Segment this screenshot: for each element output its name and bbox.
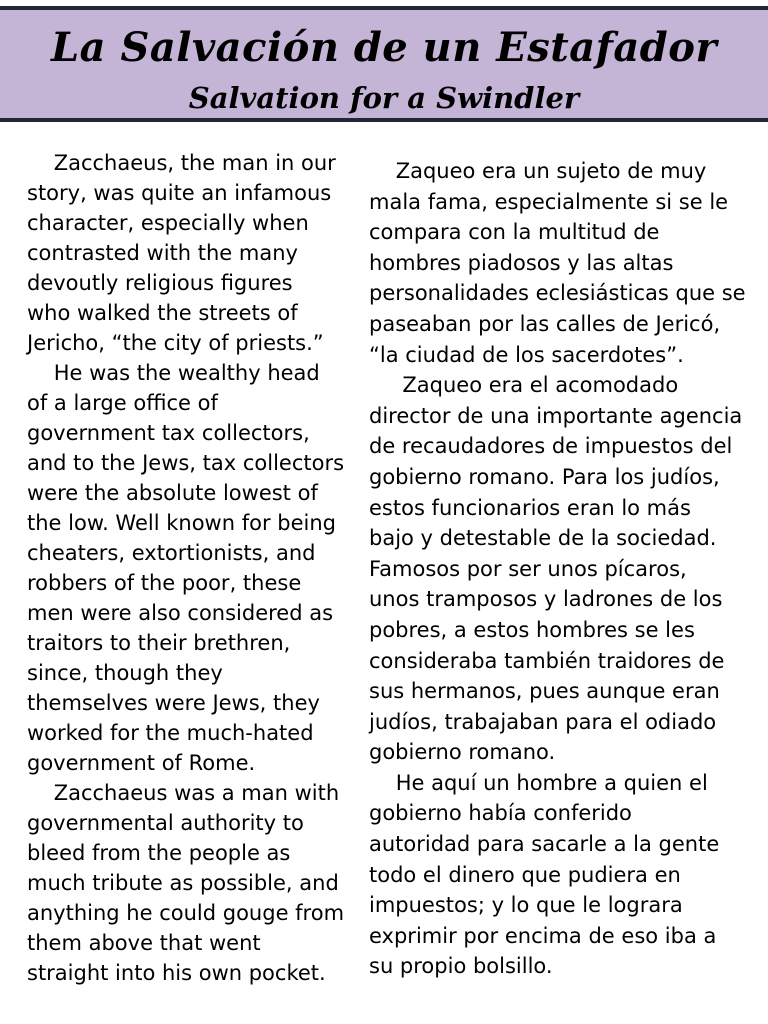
text-line: “la ciudad de los sacerdotes”. (369, 342, 684, 367)
text-line: judíos, trabajaban para el odiado (369, 709, 717, 734)
text-line: robbers of the poor, these (27, 571, 302, 595)
text-line: since, though they (27, 661, 223, 685)
text-line: pobres, a estos hombres se les (369, 617, 695, 642)
text-line: compara con la multitud de (369, 220, 660, 245)
text-line: character, especially when (27, 211, 309, 235)
text-line: Zacchaeus was a man with (27, 781, 340, 805)
text-line: impuestos; y lo que le lograra (369, 893, 683, 918)
text-line: devoutly religious figures (27, 271, 293, 295)
text-line: mala fama, especialmente si se le (369, 189, 729, 214)
title-english: Salvation for a Swindler (188, 81, 580, 115)
english-column (27, 148, 347, 988)
text-line: gobierno romano. (369, 740, 556, 765)
text-line: men were also considered as (27, 601, 334, 625)
text-line: estos funcionarios eran lo más (369, 495, 691, 520)
text-line: gobierno había conferido (369, 801, 632, 826)
text-line: gobierno romano. Para los judíos, (369, 464, 720, 489)
text-line: them above that went (27, 931, 261, 955)
text-line: worked for the much-hated (27, 721, 314, 745)
text-line: governmental authority to (27, 811, 304, 835)
text-line: unos tramposos y ladrones de los (369, 587, 723, 612)
text-line: de recaudadores de impuestos del (369, 434, 733, 459)
text-line: story, was quite an infamous (27, 181, 332, 205)
spanish-column (369, 156, 754, 982)
text-line: anything he could gouge from (27, 901, 345, 925)
text-line: He aquí un hombre a quien el (369, 770, 708, 795)
text-line: who walked the streets of (27, 301, 298, 325)
text-line: the low. Well known for being (27, 511, 336, 535)
text-line: cheaters, extortionists, and (27, 541, 316, 565)
text-line: Zaqueo era un sujeto de muy (369, 159, 707, 183)
text-line: were the absolute lowest of (27, 481, 318, 505)
text-line: He was the wealthy head (27, 361, 320, 385)
text-line: government tax collectors, (27, 421, 310, 445)
text-line: Jericho, “the city of priests.” (27, 331, 324, 355)
text-line: straight into his own pocket. (27, 961, 326, 985)
text-line: consideraba también traidores de (369, 648, 725, 673)
text-line: Zacchaeus, the man in our (27, 151, 336, 175)
title-spanish: La Salvación de un Estafador (50, 24, 718, 71)
text-line: of a large office of (27, 391, 218, 415)
title-banner (0, 6, 768, 122)
text-line: traitors to their brethren, (27, 631, 291, 655)
text-line: personalidades eclesiásticas que se (369, 281, 746, 306)
text-line: and to the Jews, tax collectors (27, 451, 345, 475)
text-line: bleed from the people as (27, 841, 291, 865)
text-line: su propio bolsillo. (369, 954, 553, 979)
text-line: todo el dinero que pudiera en (369, 862, 681, 887)
text-line: autoridad para sacarle a la gente (369, 832, 720, 857)
text-line: themselves were Jews, they (27, 691, 320, 715)
text-line: paseaban por las calles de Jericó, (369, 311, 721, 336)
text-line: government of Rome. (27, 751, 256, 775)
text-line: sus hermanos, pues aunque eran (369, 679, 720, 704)
text-line: Zaqueo era el acomodado (369, 373, 679, 398)
text-line: Famosos por ser unos pícaros, (369, 556, 687, 581)
text-line: hombres piadosos y las altas (369, 250, 674, 275)
text-line: director de una importante agencia (369, 403, 743, 428)
text-line: contrasted with the many (27, 241, 298, 265)
text-line: exprimir por encima de eso iba a (369, 923, 717, 948)
text-line: bajo y detestable de la sociedad. (369, 526, 717, 551)
text-line: much tribute as possible, and (27, 871, 339, 895)
